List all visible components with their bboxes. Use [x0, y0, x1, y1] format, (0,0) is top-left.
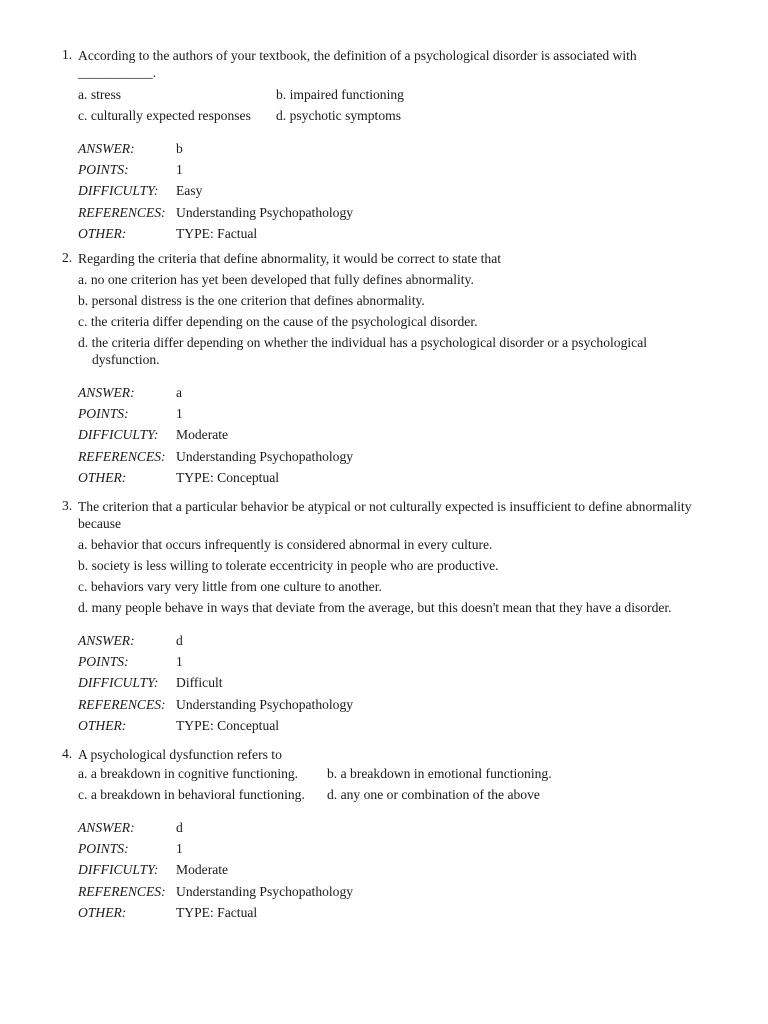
points-row	[78, 838, 712, 859]
answer-row	[78, 817, 712, 838]
option-c: c. the criteria differ depending on the cause of the psychological disorder.	[78, 314, 478, 329]
other-label: OTHER:	[78, 717, 127, 733]
options-grid	[78, 765, 712, 803]
question-3	[62, 498, 712, 736]
other-row	[78, 223, 712, 244]
other-value: TYPE: Conceptual	[176, 469, 280, 485]
answer-metadata	[78, 630, 712, 736]
difficulty-value: Moderate	[176, 862, 229, 878]
answer-row	[78, 382, 712, 403]
question-stem: Regarding the criteria that define abnormality, it would be correct to state that	[78, 251, 502, 266]
question-2	[62, 250, 712, 488]
points-row	[78, 651, 712, 672]
difficulty-label: DIFFICULTY:	[78, 675, 159, 691]
other-value: TYPE: Factual	[176, 904, 258, 920]
points-value: 1	[176, 654, 183, 670]
difficulty-label: DIFFICULTY:	[78, 862, 159, 878]
references-label: REFERENCES:	[78, 696, 166, 712]
references-row	[78, 446, 712, 467]
question-1	[62, 47, 712, 244]
points-label: POINTS:	[78, 162, 129, 178]
references-value: Understanding Psychopathology	[176, 448, 354, 464]
other-row	[78, 902, 712, 923]
other-label: OTHER:	[78, 904, 127, 920]
answer-metadata	[78, 138, 712, 244]
points-value: 1	[176, 406, 183, 422]
answer-label: ANSWER:	[78, 633, 135, 648]
references-row	[78, 202, 712, 223]
option-d: d. the criteria differ depending on whether the individual has a psychological disorder or a psychological dysfunction.	[78, 335, 647, 367]
answer-label: ANSWER:	[78, 385, 135, 400]
difficulty-value: Moderate	[176, 427, 229, 443]
answer-metadata	[78, 382, 712, 488]
points-value: 1	[176, 162, 183, 178]
option-a: a. no one criterion has yet been developed that fully defines abnormality.	[78, 272, 474, 287]
answer-value: d	[176, 820, 183, 835]
option-d: d. psychotic symptoms	[276, 108, 401, 123]
points-label: POINTS:	[78, 841, 129, 857]
answer-value: b	[176, 141, 183, 156]
option-d: d. many people behave in ways that deviate from the average, but this doesn't mean that they have a disorder.	[78, 600, 672, 615]
question-number: 3.	[62, 498, 73, 513]
option-c: c. culturally expected responses	[78, 108, 251, 123]
option-b: b. personal distress is the one criterion that defines abnormality.	[78, 293, 425, 308]
references-value: Understanding Psychopathology	[176, 204, 354, 220]
options-grid	[78, 86, 712, 124]
references-value: Understanding Psychopathology	[176, 883, 354, 899]
option-c: c. a breakdown in behavioral functioning.	[78, 787, 305, 802]
references-row	[78, 694, 712, 715]
question-stem: According to the authors of your textbook, the definition of a psychological disorder is associated with ___________.	[78, 48, 637, 80]
references-label: REFERENCES:	[78, 448, 166, 464]
question-number: 4.	[62, 746, 73, 761]
question-stem: The criterion that a particular behavior be atypical or not culturally expected is insufficient to define abnormality because	[78, 499, 692, 531]
option-d: d. any one or combination of the above	[327, 787, 540, 802]
option-c: c. behaviors vary very little from one culture to another.	[78, 579, 382, 594]
option-a: a. stress	[78, 87, 122, 102]
references-label: REFERENCES:	[78, 883, 166, 899]
option-a: a. a breakdown in cognitive functioning.	[78, 766, 299, 781]
question-number: 2.	[62, 250, 73, 265]
other-row	[78, 467, 712, 488]
points-value: 1	[176, 841, 183, 857]
difficulty-row	[78, 859, 712, 880]
difficulty-label: DIFFICULTY:	[78, 427, 159, 443]
difficulty-label: DIFFICULTY:	[78, 183, 159, 199]
option-a: a. behavior that occurs infrequently is considered abnormal in every culture.	[78, 537, 493, 552]
answer-row	[78, 630, 712, 651]
points-label: POINTS:	[78, 406, 129, 422]
answer-value: a	[176, 385, 183, 400]
question-stem: A psychological dysfunction refers to	[78, 747, 282, 762]
references-value: Understanding Psychopathology	[176, 696, 354, 712]
answer-row	[78, 138, 712, 159]
points-label: POINTS:	[78, 654, 129, 670]
question-4	[62, 746, 712, 923]
option-b: b. impaired functioning	[276, 87, 404, 102]
answer-label: ANSWER:	[78, 820, 135, 835]
other-row	[78, 715, 712, 736]
answer-value: d	[176, 633, 183, 648]
difficulty-value: Difficult	[176, 675, 223, 691]
other-value: TYPE: Conceptual	[176, 717, 280, 733]
references-row	[78, 881, 712, 902]
difficulty-row	[78, 672, 712, 693]
other-value: TYPE: Factual	[176, 225, 258, 241]
other-label: OTHER:	[78, 469, 127, 485]
points-row	[78, 403, 712, 424]
answer-label: ANSWER:	[78, 141, 135, 156]
other-label: OTHER:	[78, 225, 127, 241]
answer-metadata	[78, 817, 712, 923]
difficulty-row	[78, 424, 712, 445]
difficulty-row	[78, 180, 712, 201]
question-number: 1.	[62, 47, 73, 62]
option-b: b. society is less willing to tolerate eccentricity in people who are productive.	[78, 558, 499, 573]
points-row	[78, 159, 712, 180]
difficulty-value: Easy	[176, 183, 203, 199]
option-b: b. a breakdown in emotional functioning.	[327, 766, 552, 781]
references-label: REFERENCES:	[78, 204, 166, 220]
